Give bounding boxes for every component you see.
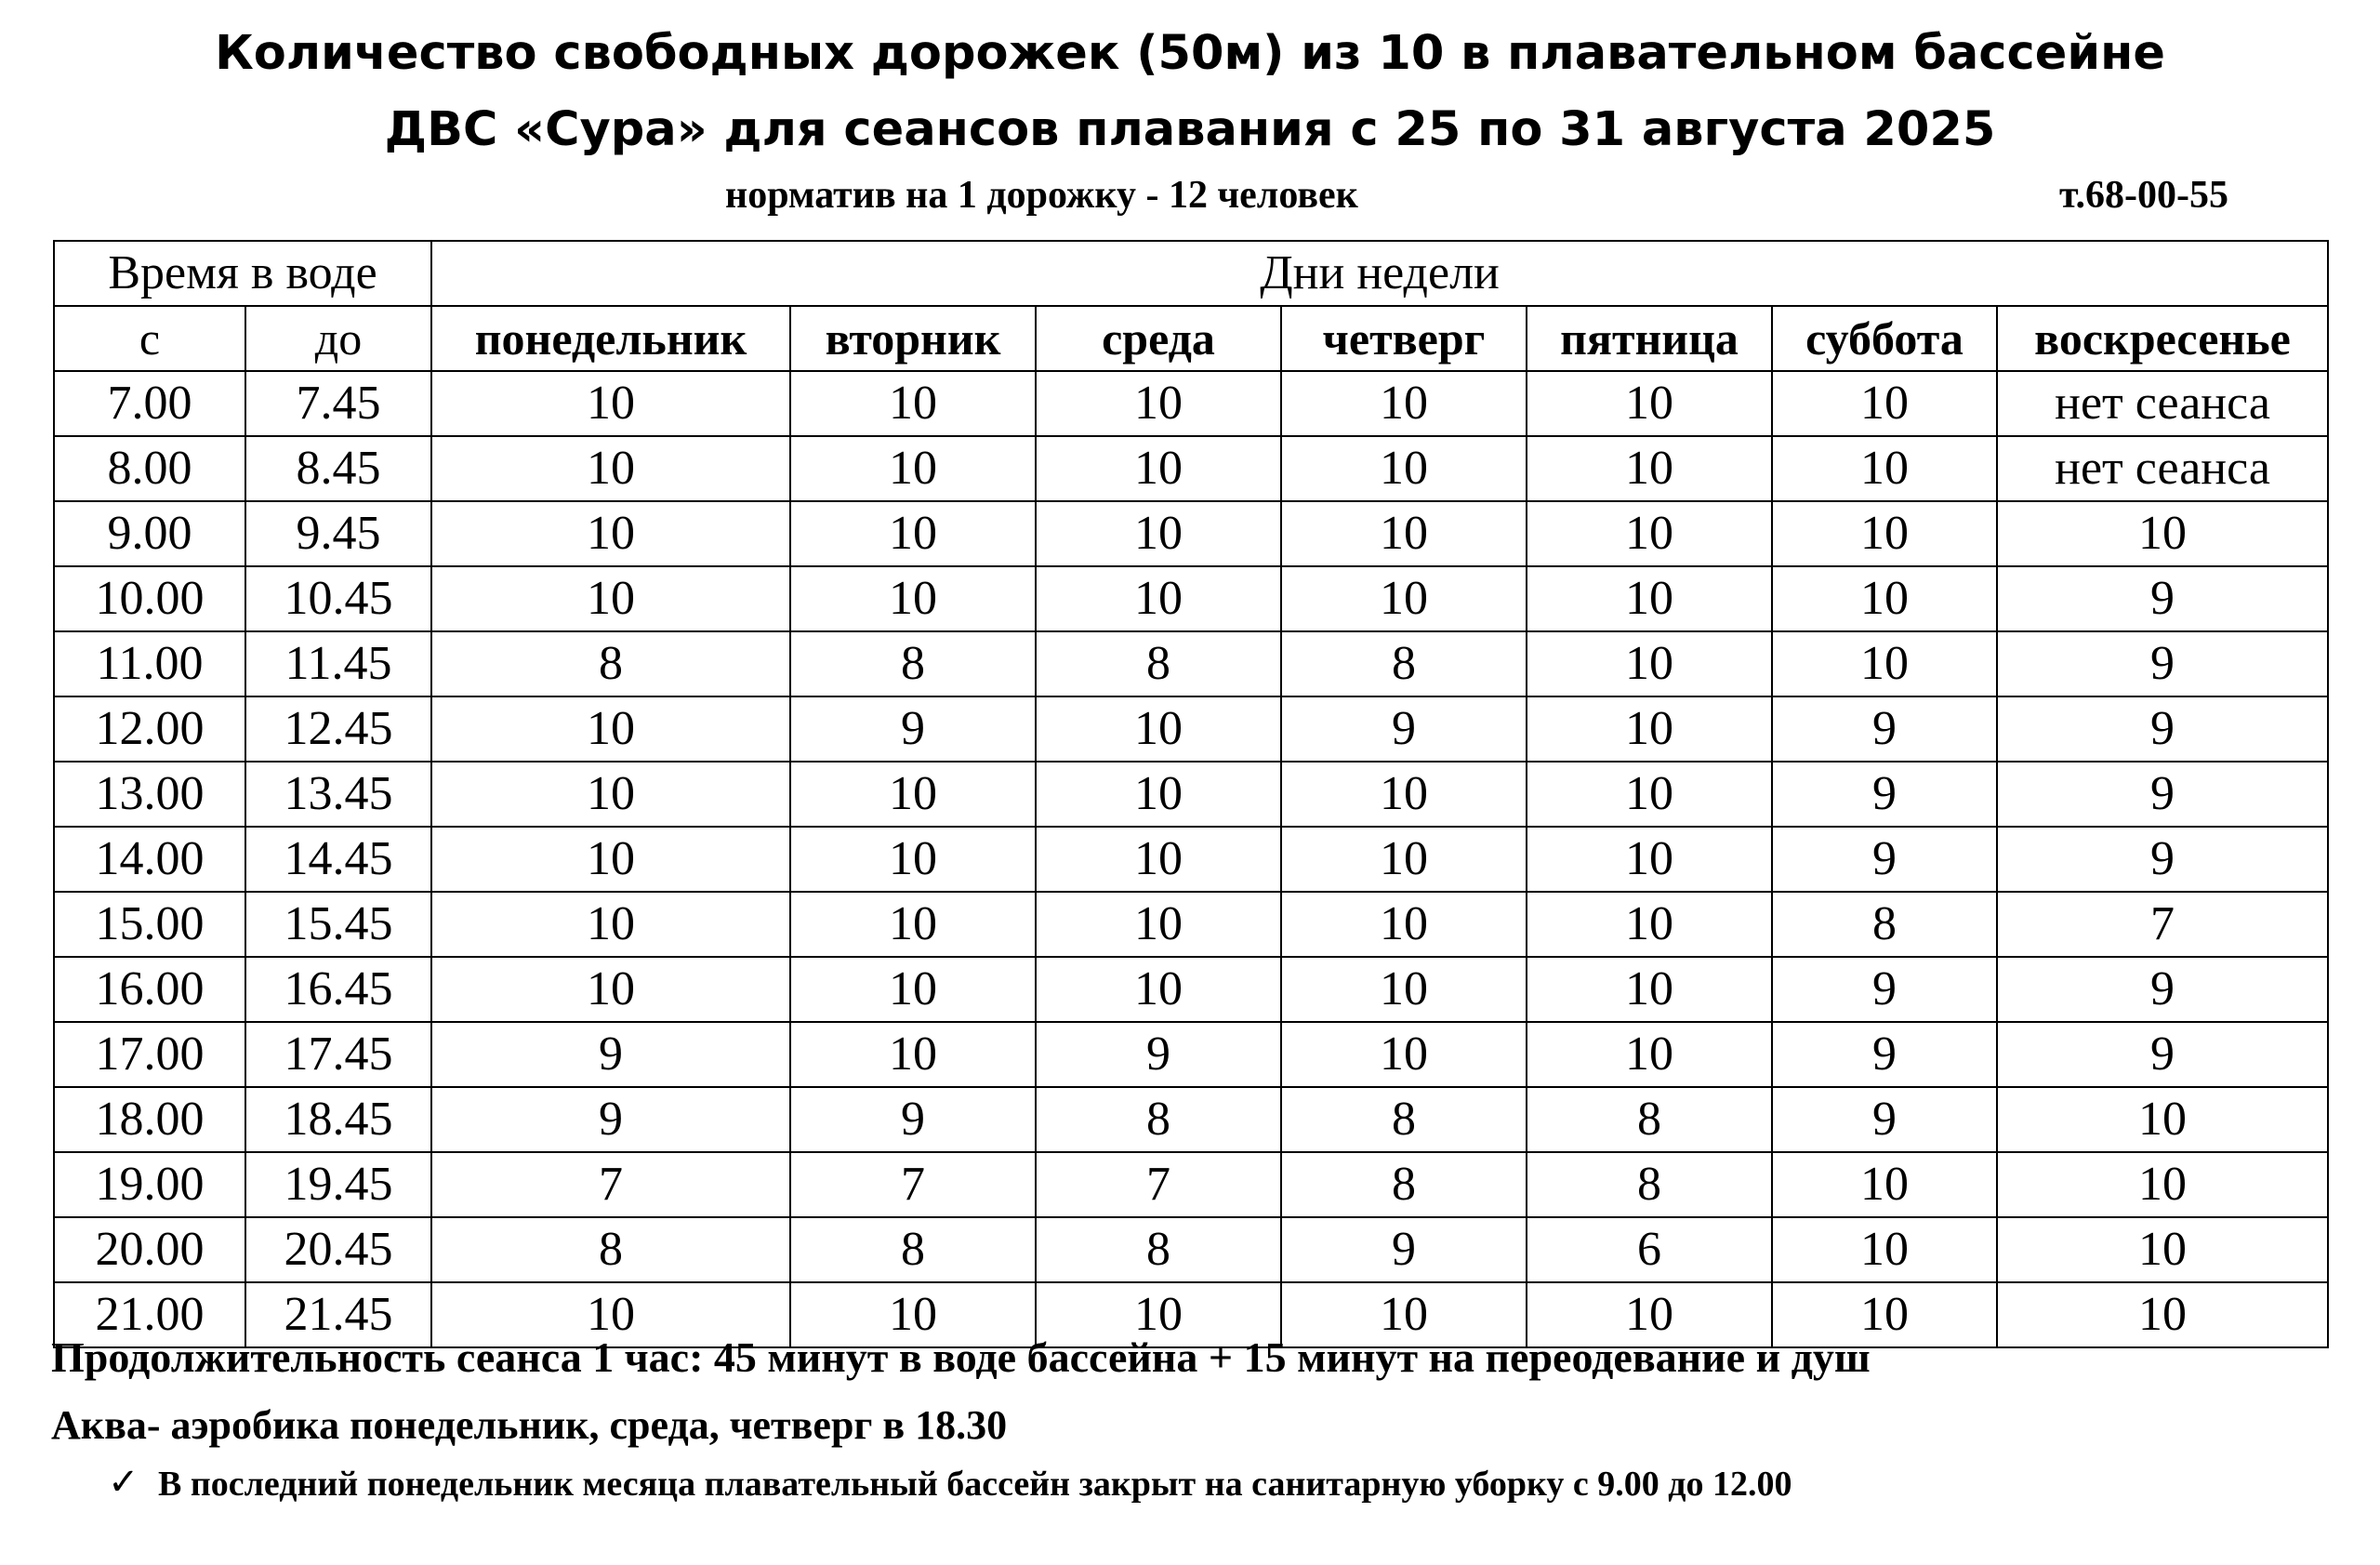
time-from-cell: 17.00 bbox=[54, 1022, 245, 1087]
lanes-cell: 10 bbox=[1527, 957, 1772, 1022]
lanes-cell: 10 bbox=[1281, 892, 1527, 957]
time-to-cell: 17.45 bbox=[245, 1022, 431, 1087]
lanes-cell: 10 bbox=[790, 827, 1036, 892]
lanes-cell: 10 bbox=[1772, 436, 1997, 501]
lanes-cell: 9 bbox=[1772, 696, 1997, 762]
time-from-cell: 8.00 bbox=[54, 436, 245, 501]
lanes-cell: 9 bbox=[1772, 957, 1997, 1022]
lanes-cell: 10 bbox=[431, 436, 790, 501]
time-to-cell: 9.45 bbox=[245, 501, 431, 566]
weekdays-header: Дни недели bbox=[431, 241, 2328, 306]
time-from-cell: 7.00 bbox=[54, 371, 245, 436]
checkmark-icon: ✓ bbox=[108, 1461, 139, 1504]
lanes-cell: 10 bbox=[431, 566, 790, 631]
aqua-aerobics-note: Аква- аэробика понедельник, среда, четверг в 18.30 bbox=[51, 1402, 1008, 1448]
lanes-cell: 10 bbox=[1281, 371, 1527, 436]
lanes-cell: 10 bbox=[1527, 436, 1772, 501]
lanes-cell: 10 bbox=[790, 436, 1036, 501]
table-row bbox=[54, 631, 2328, 696]
table-row bbox=[54, 892, 2328, 957]
time-to-cell: 14.45 bbox=[245, 827, 431, 892]
lanes-cell: 8 bbox=[1036, 1087, 1281, 1152]
lanes-cell: 9 bbox=[431, 1087, 790, 1152]
lanes-cell: 10 bbox=[431, 892, 790, 957]
days-row bbox=[54, 306, 2328, 371]
lanes-cell: 10 bbox=[1281, 566, 1527, 631]
lanes-cell: 10 bbox=[1772, 501, 1997, 566]
lanes-cell: 10 bbox=[1527, 501, 1772, 566]
day-header: среда bbox=[1036, 306, 1281, 371]
table-row bbox=[54, 436, 2328, 501]
session-duration-note: Продолжительность сеанса 1 час: 45 минут в воде бассейна + 15 минут на переодевание и душ bbox=[51, 1333, 1871, 1381]
lanes-cell: 10 bbox=[1036, 501, 1281, 566]
time-from-cell: 19.00 bbox=[54, 1152, 245, 1217]
lanes-cell: 10 bbox=[1527, 1282, 1772, 1347]
lanes-cell: 10 bbox=[1772, 1152, 1997, 1217]
lanes-cell: 9 bbox=[790, 1087, 1036, 1152]
lanes-cell: 10 bbox=[431, 371, 790, 436]
lanes-cell: 10 bbox=[1281, 762, 1527, 827]
lanes-cell: 10 bbox=[1527, 631, 1772, 696]
lanes-cell: 10 bbox=[1281, 957, 1527, 1022]
time-from-cell: 21.00 bbox=[54, 1282, 245, 1347]
phone-number: т.68-00-55 bbox=[2059, 174, 2228, 217]
lanes-cell: 8 bbox=[1036, 1217, 1281, 1282]
lanes-cell: 8 bbox=[1772, 892, 1997, 957]
lanes-cell: 10 bbox=[1036, 696, 1281, 762]
time-from-cell: 14.00 bbox=[54, 827, 245, 892]
lanes-cell: 10 bbox=[1036, 892, 1281, 957]
lanes-cell: 10 bbox=[431, 957, 790, 1022]
lanes-cell: 10 bbox=[1036, 371, 1281, 436]
table-row bbox=[54, 566, 2328, 631]
time-from-cell: 10.00 bbox=[54, 566, 245, 631]
lanes-cell: 10 bbox=[1281, 1022, 1527, 1087]
lanes-cell: 6 bbox=[1527, 1217, 1772, 1282]
lanes-cell: 10 bbox=[1281, 501, 1527, 566]
lanes-cell: 10 bbox=[1772, 566, 1997, 631]
from-header: с bbox=[54, 306, 245, 371]
lanes-cell: 10 bbox=[1997, 1087, 2328, 1152]
lanes-cell: 10 bbox=[790, 957, 1036, 1022]
time-from-cell: 18.00 bbox=[54, 1087, 245, 1152]
lanes-cell: 9 bbox=[1997, 696, 2328, 762]
lanes-cell: 9 bbox=[1772, 1087, 1997, 1152]
title-line-2: ДВС «Сура» для сеансов плавания с 25 по 31 августа 2025 bbox=[384, 102, 1996, 157]
lanes-cell: 10 bbox=[1036, 1282, 1281, 1347]
time-to-cell: 16.45 bbox=[245, 957, 431, 1022]
norm-text: норматив на 1 дорожку - 12 человек bbox=[725, 174, 1358, 217]
lanes-cell: 10 bbox=[790, 1282, 1036, 1347]
time-to-cell: 21.45 bbox=[245, 1282, 431, 1347]
lanes-cell: 10 bbox=[1036, 957, 1281, 1022]
lanes-cell: нет сеанса bbox=[1997, 371, 2328, 436]
day-header: четверг bbox=[1281, 306, 1527, 371]
lanes-cell: 10 bbox=[790, 1022, 1036, 1087]
time-to-cell: 20.45 bbox=[245, 1217, 431, 1282]
lanes-cell: 10 bbox=[1997, 1217, 2328, 1282]
lanes-cell: 8 bbox=[1036, 631, 1281, 696]
day-header: суббота bbox=[1772, 306, 1997, 371]
title-line-1: Количество свободных дорожек (50м) из 10 в плавательном бассейне bbox=[215, 26, 2165, 81]
lanes-cell: 8 bbox=[790, 631, 1036, 696]
lanes-cell: 9 bbox=[1772, 762, 1997, 827]
lanes-cell: 9 bbox=[1772, 1022, 1997, 1087]
lanes-cell: 10 bbox=[1036, 436, 1281, 501]
time-to-cell: 12.45 bbox=[245, 696, 431, 762]
lanes-cell: 10 bbox=[1997, 1152, 2328, 1217]
lanes-cell: 10 bbox=[1036, 827, 1281, 892]
time-to-cell: 7.45 bbox=[245, 371, 431, 436]
time-to-cell: 15.45 bbox=[245, 892, 431, 957]
table-row bbox=[54, 827, 2328, 892]
time-from-cell: 12.00 bbox=[54, 696, 245, 762]
lanes-cell: 10 bbox=[1997, 1282, 2328, 1347]
table-header-row bbox=[54, 241, 2328, 306]
lanes-cell: 9 bbox=[1281, 696, 1527, 762]
lanes-cell: 10 bbox=[431, 1282, 790, 1347]
lanes-cell: 10 bbox=[431, 696, 790, 762]
lanes-cell: 10 bbox=[1527, 892, 1772, 957]
lanes-cell: 8 bbox=[1281, 1087, 1527, 1152]
time-to-cell: 11.45 bbox=[245, 631, 431, 696]
lanes-cell: 9 bbox=[1997, 1022, 2328, 1087]
lanes-cell: 8 bbox=[1527, 1087, 1772, 1152]
lanes-cell: 10 bbox=[1527, 762, 1772, 827]
to-header: до bbox=[245, 306, 431, 371]
lanes-cell: 10 bbox=[1281, 436, 1527, 501]
day-header: понедельник bbox=[431, 306, 790, 371]
lanes-cell: 9 bbox=[1997, 827, 2328, 892]
table-row bbox=[54, 1087, 2328, 1152]
time-from-cell: 9.00 bbox=[54, 501, 245, 566]
time-to-cell: 13.45 bbox=[245, 762, 431, 827]
lanes-cell: 10 bbox=[1772, 1217, 1997, 1282]
lanes-cell: 10 bbox=[1527, 566, 1772, 631]
lanes-cell: 10 bbox=[790, 371, 1036, 436]
table-row bbox=[54, 696, 2328, 762]
time-from-cell: 16.00 bbox=[54, 957, 245, 1022]
time-from-cell: 20.00 bbox=[54, 1217, 245, 1282]
lanes-cell: 8 bbox=[431, 631, 790, 696]
lanes-cell: 9 bbox=[1036, 1022, 1281, 1087]
day-header: пятница bbox=[1527, 306, 1772, 371]
time-from-cell: 13.00 bbox=[54, 762, 245, 827]
lanes-cell: 10 bbox=[1527, 827, 1772, 892]
lanes-cell: 10 bbox=[790, 762, 1036, 827]
table-row bbox=[54, 762, 2328, 827]
lanes-cell: 10 bbox=[1772, 371, 1997, 436]
lanes-cell: 10 bbox=[1281, 1282, 1527, 1347]
table-row bbox=[54, 501, 2328, 566]
lanes-cell: 8 bbox=[1527, 1152, 1772, 1217]
time-to-cell: 18.45 bbox=[245, 1087, 431, 1152]
lanes-cell: 7 bbox=[431, 1152, 790, 1217]
lanes-cell: 10 bbox=[1281, 827, 1527, 892]
time-in-water-header: Время в воде bbox=[54, 241, 431, 306]
time-to-cell: 8.45 bbox=[245, 436, 431, 501]
lanes-cell: 10 bbox=[790, 566, 1036, 631]
lanes-cell: 8 bbox=[790, 1217, 1036, 1282]
lanes-cell: 10 bbox=[1527, 696, 1772, 762]
lanes-cell: 8 bbox=[431, 1217, 790, 1282]
lanes-cell: нет сеанса bbox=[1997, 436, 2328, 501]
day-header: воскресенье bbox=[1997, 306, 2328, 371]
table-row bbox=[54, 1022, 2328, 1087]
time-from-cell: 15.00 bbox=[54, 892, 245, 957]
schedule-table bbox=[53, 240, 2329, 1348]
lanes-cell: 9 bbox=[1997, 566, 2328, 631]
lanes-cell: 10 bbox=[790, 892, 1036, 957]
lanes-cell: 9 bbox=[1772, 827, 1997, 892]
time-from-cell: 11.00 bbox=[54, 631, 245, 696]
lanes-cell: 10 bbox=[1527, 371, 1772, 436]
lanes-cell: 10 bbox=[1772, 631, 1997, 696]
lanes-cell: 10 bbox=[1527, 1022, 1772, 1087]
time-to-cell: 10.45 bbox=[245, 566, 431, 631]
lanes-cell: 10 bbox=[1997, 501, 2328, 566]
lanes-cell: 10 bbox=[431, 762, 790, 827]
lanes-cell: 9 bbox=[1281, 1217, 1527, 1282]
table-row bbox=[54, 957, 2328, 1022]
lanes-cell: 8 bbox=[1281, 1152, 1527, 1217]
lanes-cell: 7 bbox=[1997, 892, 2328, 957]
table-row bbox=[54, 1152, 2328, 1217]
lanes-cell: 9 bbox=[1997, 762, 2328, 827]
lanes-cell: 10 bbox=[1036, 762, 1281, 827]
day-header: вторник bbox=[790, 306, 1036, 371]
lanes-cell: 9 bbox=[1997, 957, 2328, 1022]
lanes-cell: 10 bbox=[1772, 1282, 1997, 1347]
table-row bbox=[54, 1217, 2328, 1282]
lanes-cell: 10 bbox=[431, 501, 790, 566]
cleaning-note: В последний понедельник месяца плавательный бассейн закрыт на санитарную уборку с 9.00 до 12.00 bbox=[158, 1465, 1792, 1504]
lanes-cell: 7 bbox=[1036, 1152, 1281, 1217]
table-row bbox=[54, 371, 2328, 436]
lanes-cell: 10 bbox=[790, 501, 1036, 566]
lanes-cell: 9 bbox=[1997, 631, 2328, 696]
time-to-cell: 19.45 bbox=[245, 1152, 431, 1217]
lanes-cell: 9 bbox=[431, 1022, 790, 1087]
lanes-cell: 10 bbox=[1036, 566, 1281, 631]
lanes-cell: 10 bbox=[431, 827, 790, 892]
lanes-cell: 7 bbox=[790, 1152, 1036, 1217]
lanes-cell: 8 bbox=[1281, 631, 1527, 696]
lanes-cell: 9 bbox=[790, 696, 1036, 762]
